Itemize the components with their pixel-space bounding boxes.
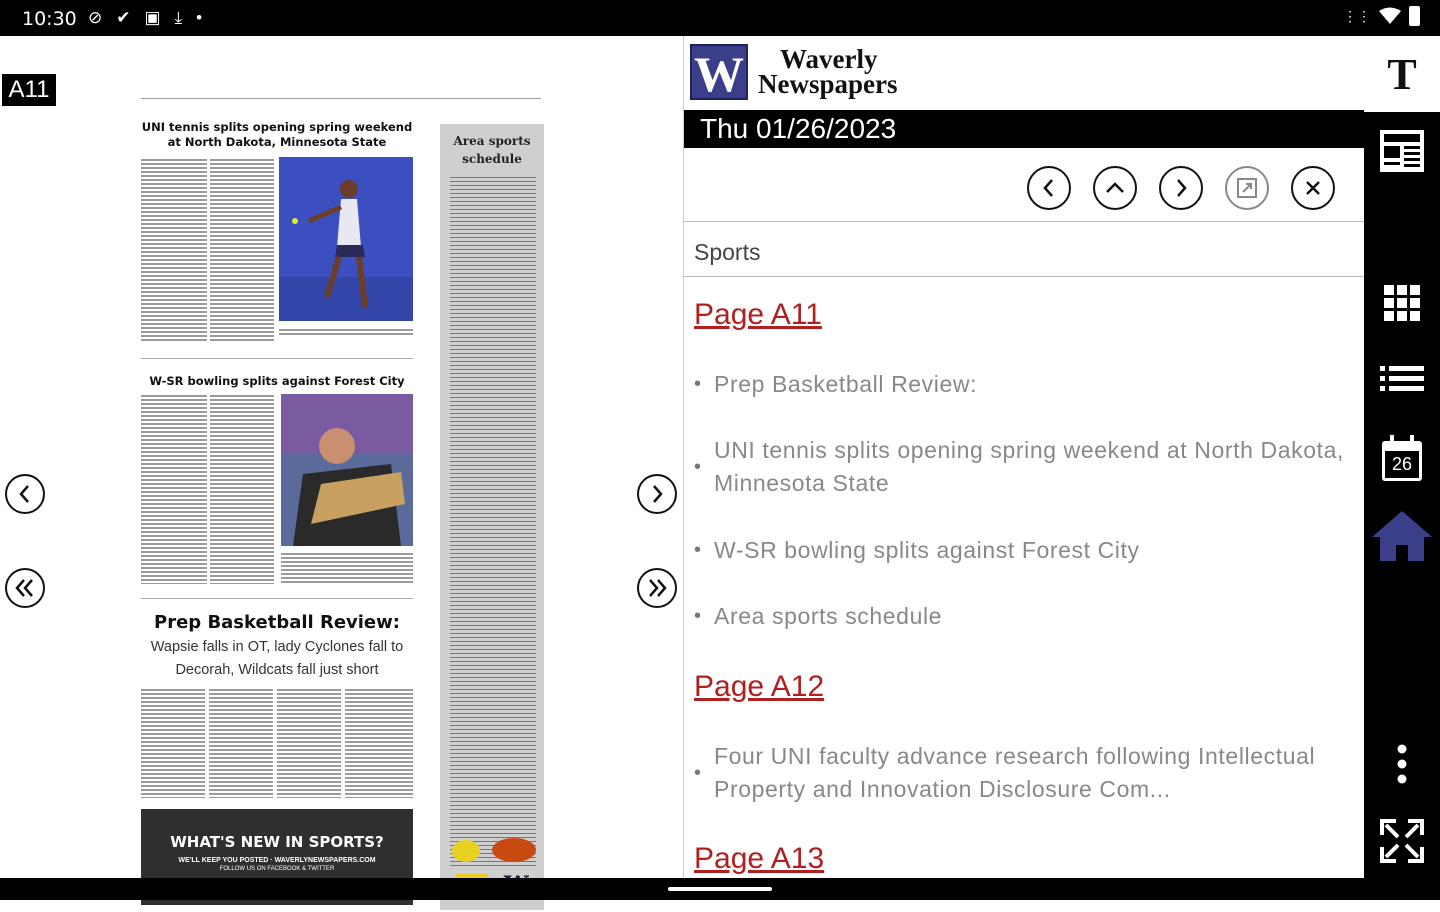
chevron-right-icon [649, 484, 665, 504]
panel-next-button[interactable] [1159, 166, 1203, 210]
divider [684, 221, 1365, 222]
ad-subtitle-2: FOLLOW US ON FACEBOOK & TWITTER [219, 866, 335, 872]
text-column [345, 688, 413, 798]
panel-up-button[interactable] [1093, 166, 1137, 210]
logo-mark: W [690, 44, 748, 100]
list-icon [1380, 364, 1424, 394]
schedule-text [450, 176, 536, 866]
more-vert-icon [1396, 744, 1408, 784]
status-bar [0, 0, 1440, 36]
wifi-icon [1379, 7, 1401, 25]
first-page-button[interactable] [5, 568, 45, 608]
tennis-player-image [279, 157, 413, 321]
chevron-left-icon [17, 484, 33, 504]
ad-title: WHAT'S NEW IN SPORTS? [170, 833, 384, 851]
headline-bowling: W-SR bowling splits against Forest City [149, 374, 405, 388]
photo-caption [279, 328, 413, 336]
divider [684, 276, 1365, 277]
page-badge: A11 [2, 74, 56, 106]
page-link-a11[interactable]: Page A11 [694, 298, 822, 331]
last-page-button[interactable] [637, 568, 677, 608]
newspaper-icon [1378, 128, 1426, 174]
home-icon [1370, 509, 1434, 563]
photo-caption [281, 552, 413, 584]
system-nav-bar [0, 878, 1440, 900]
grid-view-button[interactable] [1364, 276, 1440, 330]
text-column [209, 688, 273, 798]
subheadline-basketball: Wapsie falls in OT, lady Cyclones fall to Decorah, Wildcats fall just short [150, 639, 404, 678]
home-button[interactable] [1364, 506, 1440, 566]
tennis-photo [279, 157, 413, 321]
text-column [141, 688, 205, 798]
double-chevron-right-icon [646, 578, 668, 598]
bowling-photo [281, 394, 413, 546]
more-options-button[interactable] [1364, 740, 1440, 788]
list-view-button[interactable] [1364, 354, 1440, 404]
logo-name-line2: Newspapers [758, 69, 898, 99]
article-link[interactable]: • Prep Basketball Review: [694, 371, 978, 397]
headline-tennis: UNI tennis splits opening spring weekend at North Dakota, Minnesota State [141, 120, 413, 149]
article-link[interactable]: • W-SR bowling splits against Forest City [694, 537, 1140, 563]
bowler-image [281, 394, 413, 546]
chevron-left-icon [1040, 177, 1058, 199]
text-view-button[interactable] [1364, 46, 1440, 102]
schedule-title: Area sports schedule [453, 134, 531, 166]
calendar-icon [1382, 435, 1422, 481]
check-icon: ✔ [116, 8, 131, 27]
article-link[interactable]: • Four UNI faculty advance research following Intellectual Property and Innovation Disclosure Com... [694, 743, 1316, 802]
article-link[interactable]: • UNI tennis splits opening spring weekend at North Dakota, Minnesota State [694, 437, 1344, 496]
text-column [210, 394, 274, 584]
page-link-a13[interactable]: Page A13 [694, 842, 825, 875]
chevron-right-icon [1172, 177, 1190, 199]
article-divider [141, 358, 413, 359]
page-header-strip [141, 88, 541, 99]
text-column [210, 158, 274, 342]
calendar-button[interactable] [1364, 430, 1440, 486]
calendar-day: 26 [1385, 451, 1419, 478]
waverly-logo [690, 44, 898, 100]
logo-name-line1: Waverly [780, 44, 878, 74]
panel-prev-button[interactable] [1027, 166, 1071, 210]
status-time: 10:30 [22, 8, 77, 30]
image-icon: ▣ [144, 8, 161, 27]
fullscreen-icon [1380, 819, 1424, 863]
double-chevron-left-icon [14, 578, 36, 598]
team-logo-icon [492, 838, 536, 862]
text-column [141, 158, 207, 342]
ad-subtitle: WE'LL KEEP YOU POSTED · WAVERLYNEWSPAPERS.COM [178, 857, 376, 864]
page-link-a12[interactable]: Page A12 [694, 670, 825, 703]
text-column [277, 688, 341, 798]
side-toolbar [1364, 36, 1440, 878]
next-page-button[interactable] [637, 474, 677, 514]
page-viewer[interactable] [0, 36, 683, 878]
text-icon: T [1387, 49, 1417, 99]
section-title: Sports [694, 239, 761, 265]
article-link[interactable]: • Area sports schedule [694, 603, 943, 629]
chevron-up-icon [1104, 179, 1126, 197]
close-icon [1303, 178, 1323, 198]
headline-basketball: Prep Basketball Review: [154, 612, 400, 633]
open-in-page-icon [1235, 176, 1259, 200]
page-view-button[interactable] [1364, 124, 1440, 178]
grid-icon [1382, 283, 1422, 323]
issue-date: Thu 01/26/2023 [684, 110, 1365, 148]
home-gesture-handle[interactable] [668, 887, 772, 891]
cloud-off-icon: ⊘ [88, 8, 103, 27]
vibrate-icon: ⋮⋮ [1343, 7, 1371, 24]
dot-icon: • [196, 8, 203, 27]
download-done-icon: ⤓ [174, 8, 183, 27]
battery-icon [1409, 6, 1420, 26]
fullscreen-button[interactable] [1364, 816, 1440, 866]
article-panel [683, 36, 1365, 878]
panel-close-button[interactable] [1291, 166, 1335, 210]
team-logo-icon [452, 840, 480, 862]
text-column [141, 394, 207, 584]
schedule-sidebar [440, 124, 544, 910]
panel-expand-button[interactable] [1225, 166, 1269, 210]
newspaper-page[interactable] [137, 82, 547, 912]
article-divider [141, 598, 413, 599]
prev-page-button[interactable] [5, 474, 45, 514]
